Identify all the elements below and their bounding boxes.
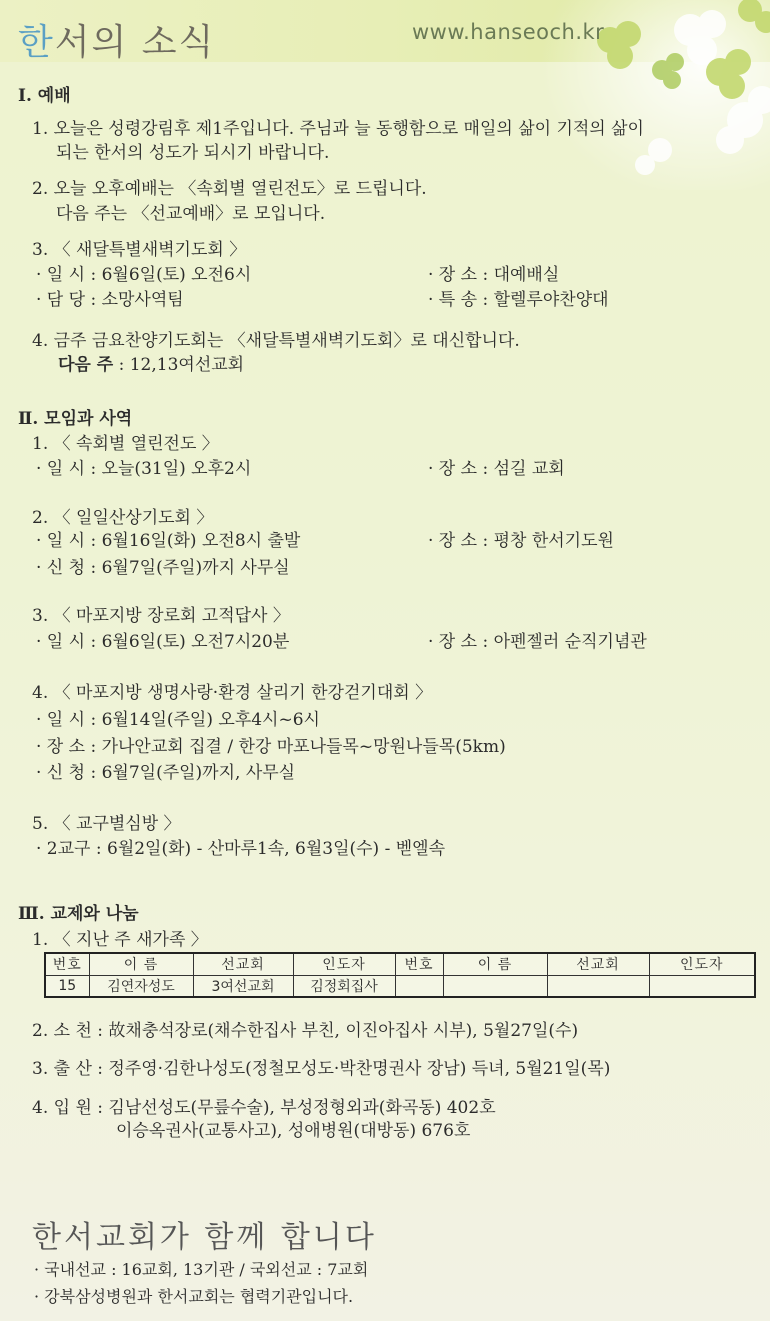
section-ministry-heading: Ⅱ. 모임과 사역 [18, 409, 133, 429]
fellowship-item1-title: 1. 〈 지난 주 새가족 〉 [32, 930, 208, 950]
ministry-item2-title: 2. 〈 일일산상기도회 〉 [32, 508, 214, 528]
newsletter-title-first-char: 한 [18, 22, 55, 63]
ministry-item2-place: · 장 소 : 평창 한서기도원 [428, 531, 614, 551]
ministry-item1-date: · 일 시 : 오늘(31일) 오후2시 [36, 459, 252, 479]
ministry-item3-date: · 일 시 : 6월6일(토) 오전7시20분 [36, 632, 290, 652]
worship-item2-line1: 2. 오늘 오후예배는 〈속회별 열린전도〉로 드립니다. [32, 179, 427, 199]
ministry-item1-place: · 장 소 : 섬길 교회 [428, 459, 565, 479]
table-cell [649, 975, 755, 997]
table-cell: 김정회집사 [293, 975, 395, 997]
table-cell: 김연자성도 [89, 975, 193, 997]
ministry-item5-title: 5. 〈 교구별심방 〉 [32, 814, 181, 834]
ministry-item2-date: · 일 시 : 6월16일(화) 오전8시 출발 [36, 531, 301, 551]
worship-item3-title: 3. 〈 새달특별새벽기도회 〉 [32, 240, 247, 260]
table-header-cell: 인도자 [649, 953, 755, 975]
ministry-item2-apply: · 신 청 : 6월7일(주일)까지 사무실 [36, 558, 290, 578]
table-header-row [45, 953, 755, 975]
newsletter-title [18, 14, 215, 65]
footer-mission-count: · 국내선교 : 16교회, 13기관 / 국외선교 : 7교회 [34, 1260, 369, 1279]
ministry-item3-place: · 장 소 : 아펜젤러 순직기념관 [428, 632, 647, 652]
ministry-item1-title: 1. 〈 속회별 열린전도 〉 [32, 434, 219, 454]
table-row [45, 975, 755, 997]
ministry-item4-place: · 장 소 : 가나안교회 집결 / 한강 마포나들목~망원나들목(5km) [36, 737, 506, 757]
fellowship-item4-hospital-line1: 4. 입 원 : 김남선성도(무릎수술), 부성정형외과(화곡동) 402호 [32, 1098, 496, 1118]
fellowship-item4-hospital-line2: 이승옥권사(교통사고), 성애병원(대방동) 676호 [116, 1121, 471, 1141]
worship-item1-line1: 1. 오늘은 성령강림후 제1주입니다. 주님과 늘 동행함으로 매일의 삶이 기적의 삶이 [32, 119, 644, 139]
section-worship-heading: Ⅰ. 예배 [18, 86, 71, 106]
ministry-item4-title: 4. 〈 마포지방 생명사랑·환경 살리기 한강걷기대회 〉 [32, 683, 433, 703]
table-cell: 3여선교회 [193, 975, 293, 997]
worship-item3-special: · 특 송 : 할렐루야찬양대 [428, 290, 609, 310]
table-header-cell: 이 름 [89, 953, 193, 975]
table-cell [443, 975, 547, 997]
worship-item3-date: · 일 시 : 6월6일(토) 오전6시 [36, 265, 252, 285]
table-header-cell: 번호 [395, 953, 443, 975]
worship-item4-line1: 4. 금주 금요찬양기도회는 〈새달특별새벽기도회〉로 대신합니다. [32, 331, 520, 351]
table-cell: 15 [45, 975, 89, 997]
ministry-item3-title: 3. 〈 마포지방 장로회 고적답사 〉 [32, 606, 290, 626]
table-header-cell: 인도자 [293, 953, 395, 975]
newsletter-title-rest: 서의 소식 [54, 22, 216, 63]
website-url[interactable]: www.hanseoch.kr [412, 20, 605, 44]
table-header-cell: 번호 [45, 953, 89, 975]
footer-title: 한서교회가 함께 합니다 [32, 1220, 377, 1255]
worship-item1-line2: 되는 한서의 성도가 되시기 바랍니다. [56, 143, 330, 163]
ministry-item4-apply: · 신 청 : 6월7일(주일)까지, 사무실 [36, 763, 296, 783]
worship-item4-next [58, 354, 244, 376]
worship-item3-place: · 장 소 : 대예배실 [428, 265, 560, 285]
ministry-item4-date: · 일 시 : 6월14일(주일) 오후4시~6시 [36, 710, 320, 730]
worship-item4-next-label: 다음 주 [58, 355, 114, 375]
ministry-item5-detail: · 2교구 : 6월2일(화) - 산마루1속, 6월3일(수) - 벧엘속 [36, 839, 446, 859]
fellowship-item2-funeral: 2. 소 천 : 故채충석장로(채수한집사 부친, 이진아집사 시부), 5월27일(수) [32, 1021, 579, 1041]
footer-partner-note: · 강북삼성병원과 한서교회는 협력기관입니다. [34, 1287, 354, 1306]
new-family-table [44, 952, 756, 998]
fellowship-item3-birth: 3. 출 산 : 정주영·김한나성도(정철모성도·박찬명권사 장남) 득녀, 5월21일(목) [32, 1059, 611, 1079]
table-header-cell: 선교회 [193, 953, 293, 975]
worship-item2-line2: 다음 주는 〈선교예배〉로 모입니다. [56, 204, 326, 224]
table-header-cell: 선교회 [547, 953, 649, 975]
worship-item4-next-value: : 12,13여선교회 [118, 355, 245, 375]
table-cell [547, 975, 649, 997]
worship-item3-leader: · 담 당 : 소망사역팀 [36, 290, 184, 310]
table-cell [395, 975, 443, 997]
section-fellowship-heading: Ⅲ. 교제와 나눔 [18, 904, 139, 924]
table-header-cell: 이 름 [443, 953, 547, 975]
